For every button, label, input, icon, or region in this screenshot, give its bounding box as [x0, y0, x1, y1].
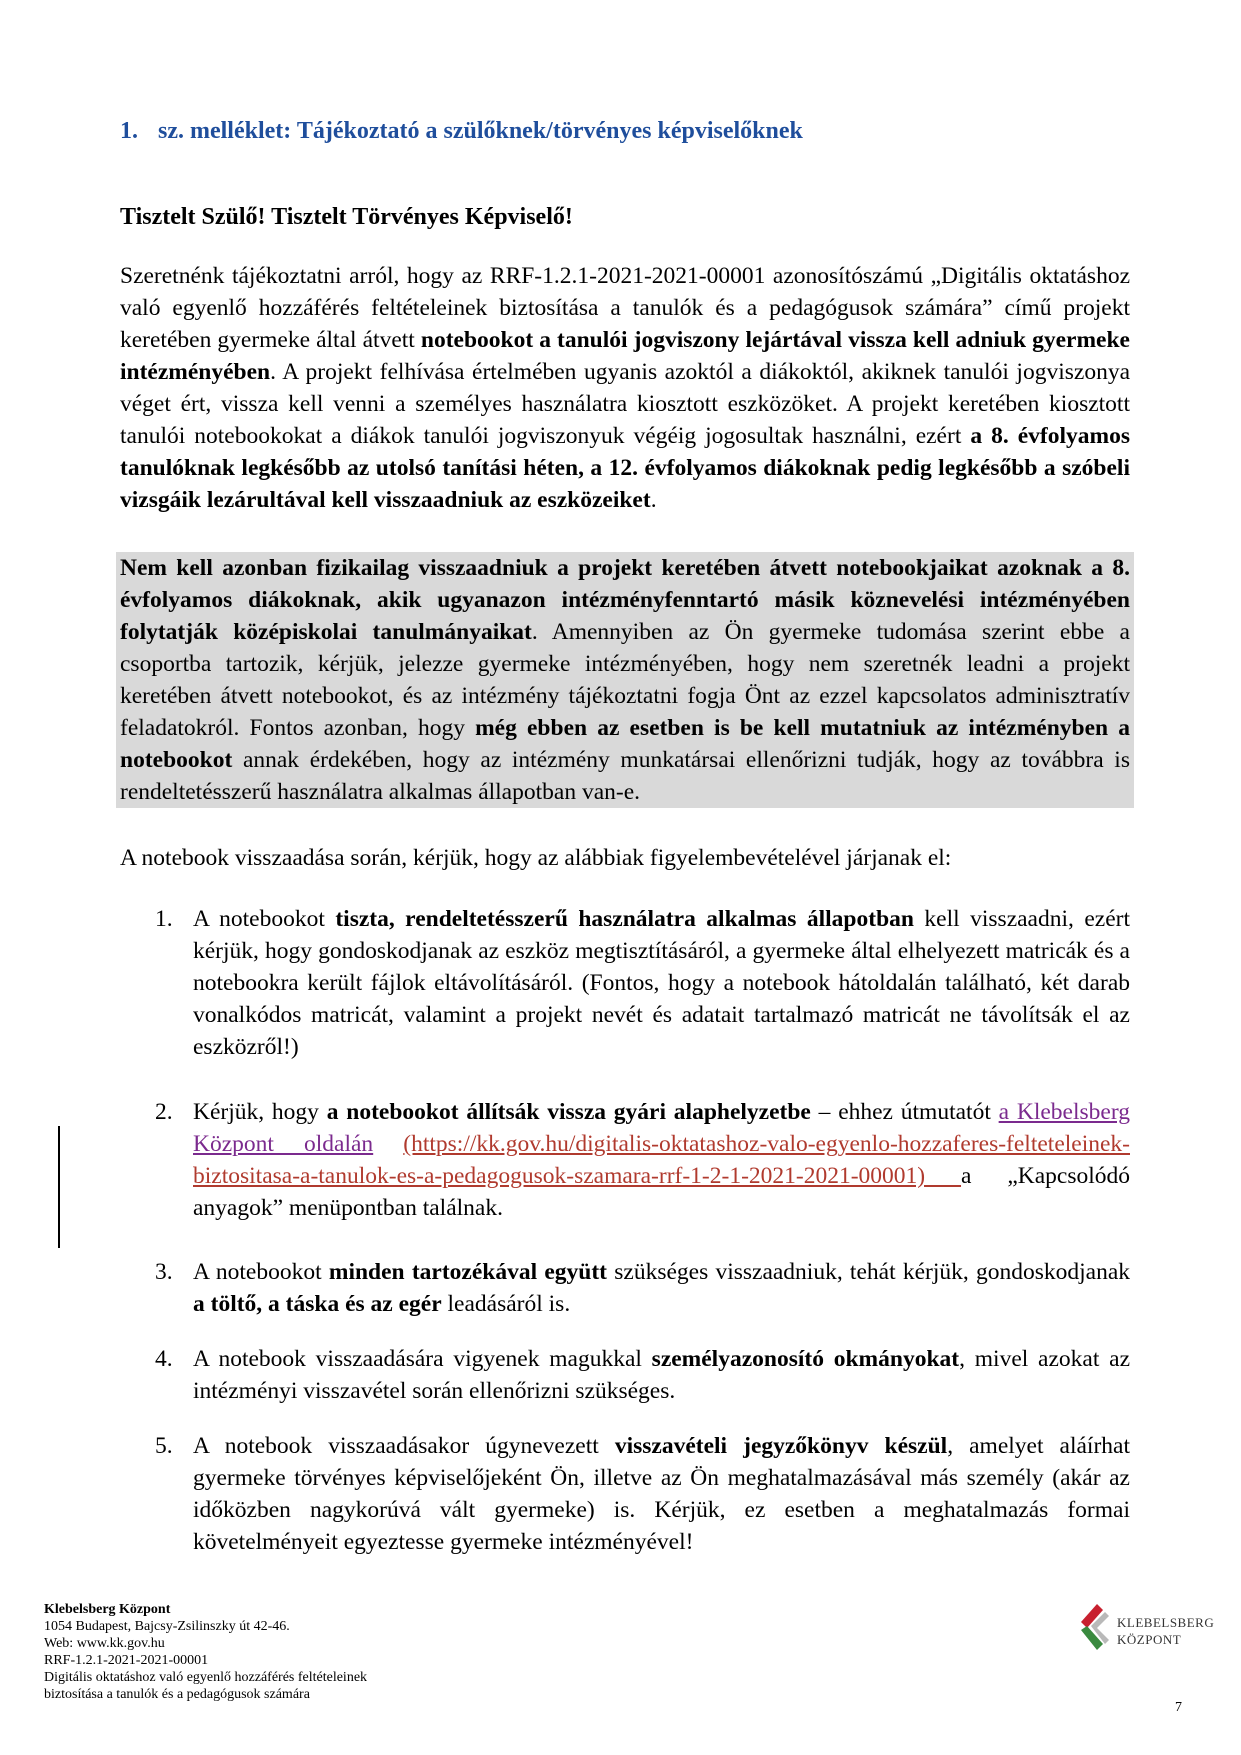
footer-project-title-line1: Digitális oktatáshoz való egyenlő hozzáférés feltételeinek [44, 1670, 368, 1685]
list-item [120, 1343, 1130, 1407]
klebelsberg-logo-icon [1075, 1600, 1115, 1656]
instructions-intro: A notebook visszaadása során, kérjük, hogy az alábbiak figyelembevételével járjanak el: [120, 845, 952, 871]
list-item [120, 1256, 1130, 1320]
logo-line2: KÖZPONT [1117, 1632, 1182, 1647]
list-number: 2. [155, 1099, 173, 1125]
instruction-list-item-2 [120, 1096, 1130, 1224]
text-run: A notebookot [193, 1259, 329, 1285]
greeting: Tisztelt Szülő! Tisztelt Törvényes Képviselő! [120, 204, 573, 230]
text-run: A notebook visszaadásakor úgynevezett [193, 1433, 615, 1459]
logo-line1: KLEBELSBERG [1117, 1615, 1215, 1630]
footer-project-title-line2: biztosítása a tanulók és a pedagógusok számára [44, 1687, 310, 1702]
bold-run: személyazonosító okmányokat [651, 1346, 960, 1372]
text-run: a „Kapcsolódó anyagok” menüpontban találnak. [193, 1163, 1130, 1221]
annex-heading [120, 118, 803, 145]
text-run: Szeretnénk tájékoztatni arról, hogy az RRF-1.2.1-2021-2021-00001 azonosítószámú „Digitális oktatáshoz való egyenlő hozzáférés feltételeinek biztosítása a tanulók és a pedagógusok számára” című projekt keretében gyermeke által átvett [120, 263, 1130, 353]
text-run: Kérjük, hogy [193, 1099, 327, 1125]
intro-paragraph [120, 260, 1130, 516]
text-run: leadásáról is. [441, 1291, 571, 1317]
text-run: A notebookot [193, 906, 336, 932]
list-number: 3. [155, 1259, 173, 1285]
instruction-list-item-1 [120, 903, 1130, 1063]
text-run [373, 1131, 403, 1157]
bold-run: a töltő, a táska és az egér [193, 1291, 442, 1317]
footer-web: Web: www.kk.gov.hu [44, 1636, 165, 1651]
kk-site-link[interactable]: a Klebelsberg Központ oldalán [193, 1099, 1130, 1157]
list-item [120, 1096, 1130, 1224]
footer-address: 1054 Budapest, Bajcsy-Zsilinszky út 42-46. [44, 1619, 290, 1634]
text-run: , amelyet aláírhat gyermeke törvényes képviselőjeként Ön, illetve az Ön meghatalmazásával más személy (akár az időközben nagykorúvá vált gyermeke) is. Kérjük, ez esetben a meghatalmazás formai követelményeit egyeztesse gyermeke intézményével! [193, 1433, 1131, 1555]
instruction-list-item-4 [120, 1343, 1130, 1407]
text-run: . Amennyiben az Ön gyermeke tudomása szerint ebbe a csoportba tartozik, kérjük, jelezze gyermeke intézményében, hogy nem szeretnék leadni a projekt keretében átvett notebookot, és az intézmény tájékoztatni fogja Önt az ezzel kapcsolatos adminisztratív feladatokról. Fontos azonban, hogy [120, 619, 1130, 741]
text-run: kell visszaadni, ezért kérjük, hogy gondoskodjanak az eszköz megtisztításáról, a gyermeke által elhelyezett matricák és a notebookra került fájlok eltávolításáról. (Fontos, hogy a notebook hátoldalán található, két darab vonalkódos matricát, valamint a projekt nevét és adatait tartalmazó matricát ne távolítsák el az eszközről!) [193, 906, 1130, 1060]
highlighted-paragraph [116, 552, 1134, 808]
bold-run: Nem kell azonban fizikailag visszaadniuk a projekt keretében átvett notebookjaikat azoknak a 8. évfolyamos diákoknak, akik ugyanazon intézményfenntartó másik köznevelési intézményében folytatják középiskolai tanulmányaikat [120, 555, 1130, 645]
text-run: . [650, 487, 657, 513]
text-run: , mivel azokat az intézményi visszavétel során ellenőrizni szükséges. [193, 1346, 1130, 1404]
bold-run: visszavételi jegyzőkönyv készül [614, 1433, 948, 1459]
list-number: 1. [155, 906, 173, 932]
text-run: annak érdekében, hogy az intézmény munkatársai ellenőrizni tudják, hogy az továbbra is rendeltetésszerű használatra alkalmas állapotban van-e. [120, 747, 1130, 805]
heading-text: sz. melléklet: Tájékoztató a szülőknek/törvényes képviselőknek [158, 118, 803, 144]
footer-project-id: RRF-1.2.1-2021-2021-00001 [44, 1653, 209, 1668]
text-run: szükséges visszaadniuk, tehát kérjük, gondoskodjanak [607, 1259, 1131, 1285]
text-run: A notebook visszaadására vigyenek magukkal [193, 1346, 652, 1372]
logo-wordmark [1117, 1614, 1214, 1648]
text-run: – ehhez útmutatót [810, 1099, 999, 1125]
bold-run: még ebben az esetben is be kell mutatniuk az intézményben a notebookot [120, 715, 1130, 773]
page-number: 7 [1175, 1700, 1182, 1715]
instruction-list-item-5 [120, 1430, 1130, 1558]
bold-run: a 8. évfolyamos tanulóknak legkésőbb az utolsó tanítási héten, a 12. évfolyamos diákoknak pedig legkésőbb a szóbeli vizsgáik lezárultával kell visszaadniuk az eszközeiket [120, 423, 1131, 513]
bold-run: minden tartozékával együtt [328, 1259, 608, 1285]
text-run: . A projekt felhívása értelmében ugyanis azoktól a diákoktól, akiknek tanulói jogviszonya véget ért, vissza kell venni a személyes használatra kiosztott eszközöket. A projekt keretében kiosztott tanulói notebookokat a diákok tanulói jogviszonyuk végéig jogosultak használni, ezért [120, 359, 1130, 449]
footer-address-block [44, 1601, 367, 1703]
heading-number: 1. [120, 118, 138, 144]
list-item [120, 1430, 1130, 1558]
list-number: 4. [155, 1346, 173, 1372]
footer-org-name: Klebelsberg Központ [44, 1602, 171, 1617]
bold-run: tiszta, rendeltetésszerű használatra alkalmas állapotban [335, 906, 914, 932]
klebelsberg-logo [1075, 1600, 1215, 1656]
revision-change-bar [58, 1126, 60, 1248]
list-number: 5. [155, 1433, 173, 1459]
kk-url-link[interactable]: (https://kk.gov.hu/digitalis-oktatashoz-valo-egyenlo-hozzaferes-felteteleinek-biztositasa-a-tanulok-es-a-pedagogusok-szamara-rrf-1-2-1-2021-2021-00001) [193, 1131, 1130, 1189]
instruction-list-item-3 [120, 1256, 1130, 1320]
bold-run: notebookot a tanulói jogviszony lejártával vissza kell adniuk gyermeke intézményében [120, 327, 1130, 385]
list-item [120, 903, 1130, 1063]
bold-run: a notebookot állítsák vissza gyári alaphelyzetbe [326, 1099, 811, 1125]
